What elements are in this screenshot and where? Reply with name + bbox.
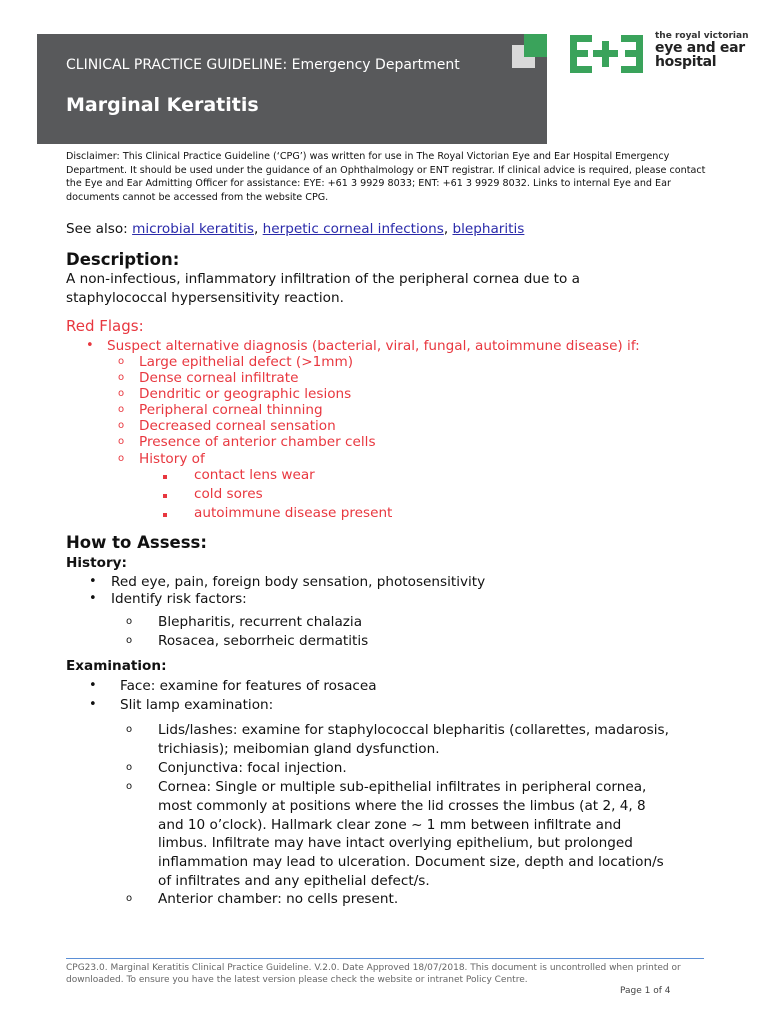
red-flag-item: Peripheral corneal thinning bbox=[139, 402, 323, 418]
logo-line-3: hospital bbox=[655, 54, 717, 70]
circle-bullet-icon: o bbox=[126, 724, 133, 735]
circle-bullet-icon: o bbox=[118, 388, 125, 399]
circle-bullet-icon: o bbox=[126, 616, 133, 627]
header-subtitle: CLINICAL PRACTICE GUIDELINE: Emergency Department bbox=[66, 57, 460, 73]
circle-bullet-icon: o bbox=[126, 781, 133, 792]
circle-bullet-icon: o bbox=[126, 635, 133, 646]
slit-lamp-cornea-line: most commonly at positions where the lid crosses the limbus (at 2, 4, 8 bbox=[158, 798, 646, 814]
history-item: contact lens wear bbox=[194, 467, 315, 483]
history-item: autoimmune disease present bbox=[194, 505, 393, 521]
red-flag-item: Large epithelial defect (>1mm) bbox=[139, 354, 354, 370]
history-item: cold sores bbox=[194, 486, 263, 502]
footer-divider bbox=[66, 958, 704, 959]
history-item: Red eye, pain, foreign body sensation, photosensitivity bbox=[111, 574, 486, 590]
bullet-icon: • bbox=[89, 678, 97, 693]
logo-line-2: eye and ear bbox=[655, 40, 745, 56]
slit-lamp-cornea-line: Cornea: Single or multiple sub-epithelial infiltrates in peripheral cornea, bbox=[158, 779, 647, 795]
red-flag-item: Presence of anterior chamber cells bbox=[139, 434, 376, 450]
slit-lamp-conjunctiva: Conjunctiva: focal injection. bbox=[158, 760, 347, 776]
red-flags-heading: Red Flags: bbox=[66, 317, 144, 335]
circle-bullet-icon: o bbox=[118, 404, 125, 415]
see-also: See also: microbial keratitis, herpetic corneal infections, blepharitis bbox=[66, 221, 525, 237]
slit-lamp-lids-line-1: Lids/lashes: examine for staphylococcal blepharitis (collarettes, madarosis, bbox=[158, 722, 669, 738]
red-flag-main: Suspect alternative diagnosis (bacterial, viral, fungal, autoimmune disease) if: bbox=[107, 338, 640, 354]
square-bullet-icon bbox=[163, 475, 167, 479]
red-flag-item: History of bbox=[139, 451, 205, 467]
logo-line-1: the royal victorian bbox=[655, 31, 749, 41]
bullet-icon: • bbox=[89, 574, 97, 589]
link-herpetic-corneal-infections[interactable]: herpetic corneal infections bbox=[262, 221, 444, 237]
history-item: Identify risk factors: bbox=[111, 591, 247, 607]
red-flag-item: Dense corneal infiltrate bbox=[139, 370, 299, 386]
square-bullet-icon bbox=[163, 513, 167, 517]
circle-bullet-icon: o bbox=[118, 372, 125, 383]
how-to-assess-heading: How to Assess: bbox=[66, 533, 207, 552]
exam-item: Slit lamp examination: bbox=[120, 697, 274, 713]
circle-bullet-icon: o bbox=[126, 762, 133, 773]
see-also-label: See also: bbox=[66, 221, 133, 237]
red-flag-item: Decreased corneal sensation bbox=[139, 418, 336, 434]
examination-heading: Examination: bbox=[66, 658, 167, 674]
circle-bullet-icon: o bbox=[118, 436, 125, 447]
slit-lamp-cornea-line: and 10 o’clock). Hallmark clear zone ~ 1 mm between infiltrate and bbox=[158, 817, 622, 833]
circle-bullet-icon: o bbox=[118, 420, 125, 431]
risk-factor-item: Blepharitis, recurrent chalazia bbox=[158, 614, 363, 630]
bullet-icon: • bbox=[89, 591, 97, 606]
bullet-icon: • bbox=[86, 338, 94, 353]
history-heading: History: bbox=[66, 555, 127, 571]
risk-factor-item: Rosacea, seborrheic dermatitis bbox=[158, 633, 369, 649]
slit-lamp-cornea-line: of infiltrates and any epithelial defect/s. bbox=[158, 873, 430, 889]
circle-bullet-icon: o bbox=[126, 893, 133, 904]
exam-item: Face: examine for features of rosacea bbox=[120, 678, 377, 694]
page-number: Page 1 of 4 bbox=[620, 986, 671, 996]
red-flag-item: Dendritic or geographic lesions bbox=[139, 386, 352, 402]
description-line-2: staphylococcal hypersensitivity reaction. bbox=[66, 290, 344, 306]
description-line-1: A non-infectious, inflammatory infiltration of the peripheral cornea due to a bbox=[66, 271, 580, 287]
disclaimer: Disclaimer: This Clinical Practice Guideline (‘CPG’) was written for use in The Royal Victorian Eye and Ear Hospital Emergency Department. It should be used under the guidance of an Ophthalmology or ENT registrar. If clinical advice is required, please contact the Eye and Ear Admitting Officer for assistance: EYE: +61 3 9929 8033; ENT: +61 3 9929 8032. Links to internal Eye and Ear documents cannot be accessed from the website CPG. bbox=[66, 151, 706, 203]
slit-lamp-anterior-chamber: Anterior chamber: no cells present. bbox=[158, 891, 399, 907]
page-title: Marginal Keratitis bbox=[66, 94, 259, 116]
slit-lamp-cornea-line: inflammation may lead to ulceration. Document size, depth and location/s bbox=[158, 854, 664, 870]
footer-text: CPG23.0. Marginal Keratitis Clinical Practice Guideline. V.2.0. Date Approved 18/07/2018. This document is uncontrolled when printed or downloaded. To ensure you have the latest version please check the website or intranet Policy Centre. bbox=[66, 963, 681, 985]
slit-lamp-cornea-line: limbus. Infiltrate may have intact overlying epithelium, but prolonged bbox=[158, 835, 633, 851]
circle-bullet-icon: o bbox=[118, 453, 125, 464]
bullet-icon: • bbox=[89, 697, 97, 712]
logo-text bbox=[655, 32, 749, 69]
circle-bullet-icon: o bbox=[118, 356, 125, 367]
description-heading: Description: bbox=[66, 250, 180, 269]
link-blepharitis[interactable]: blepharitis bbox=[452, 221, 525, 237]
square-bullet-icon bbox=[163, 494, 167, 498]
slit-lamp-lids-line-2: trichiasis); meibomian gland dysfunction. bbox=[158, 741, 440, 757]
header-banner bbox=[37, 34, 547, 144]
decorative-square-green bbox=[524, 34, 547, 57]
link-microbial-keratitis[interactable]: microbial keratitis bbox=[132, 221, 254, 237]
